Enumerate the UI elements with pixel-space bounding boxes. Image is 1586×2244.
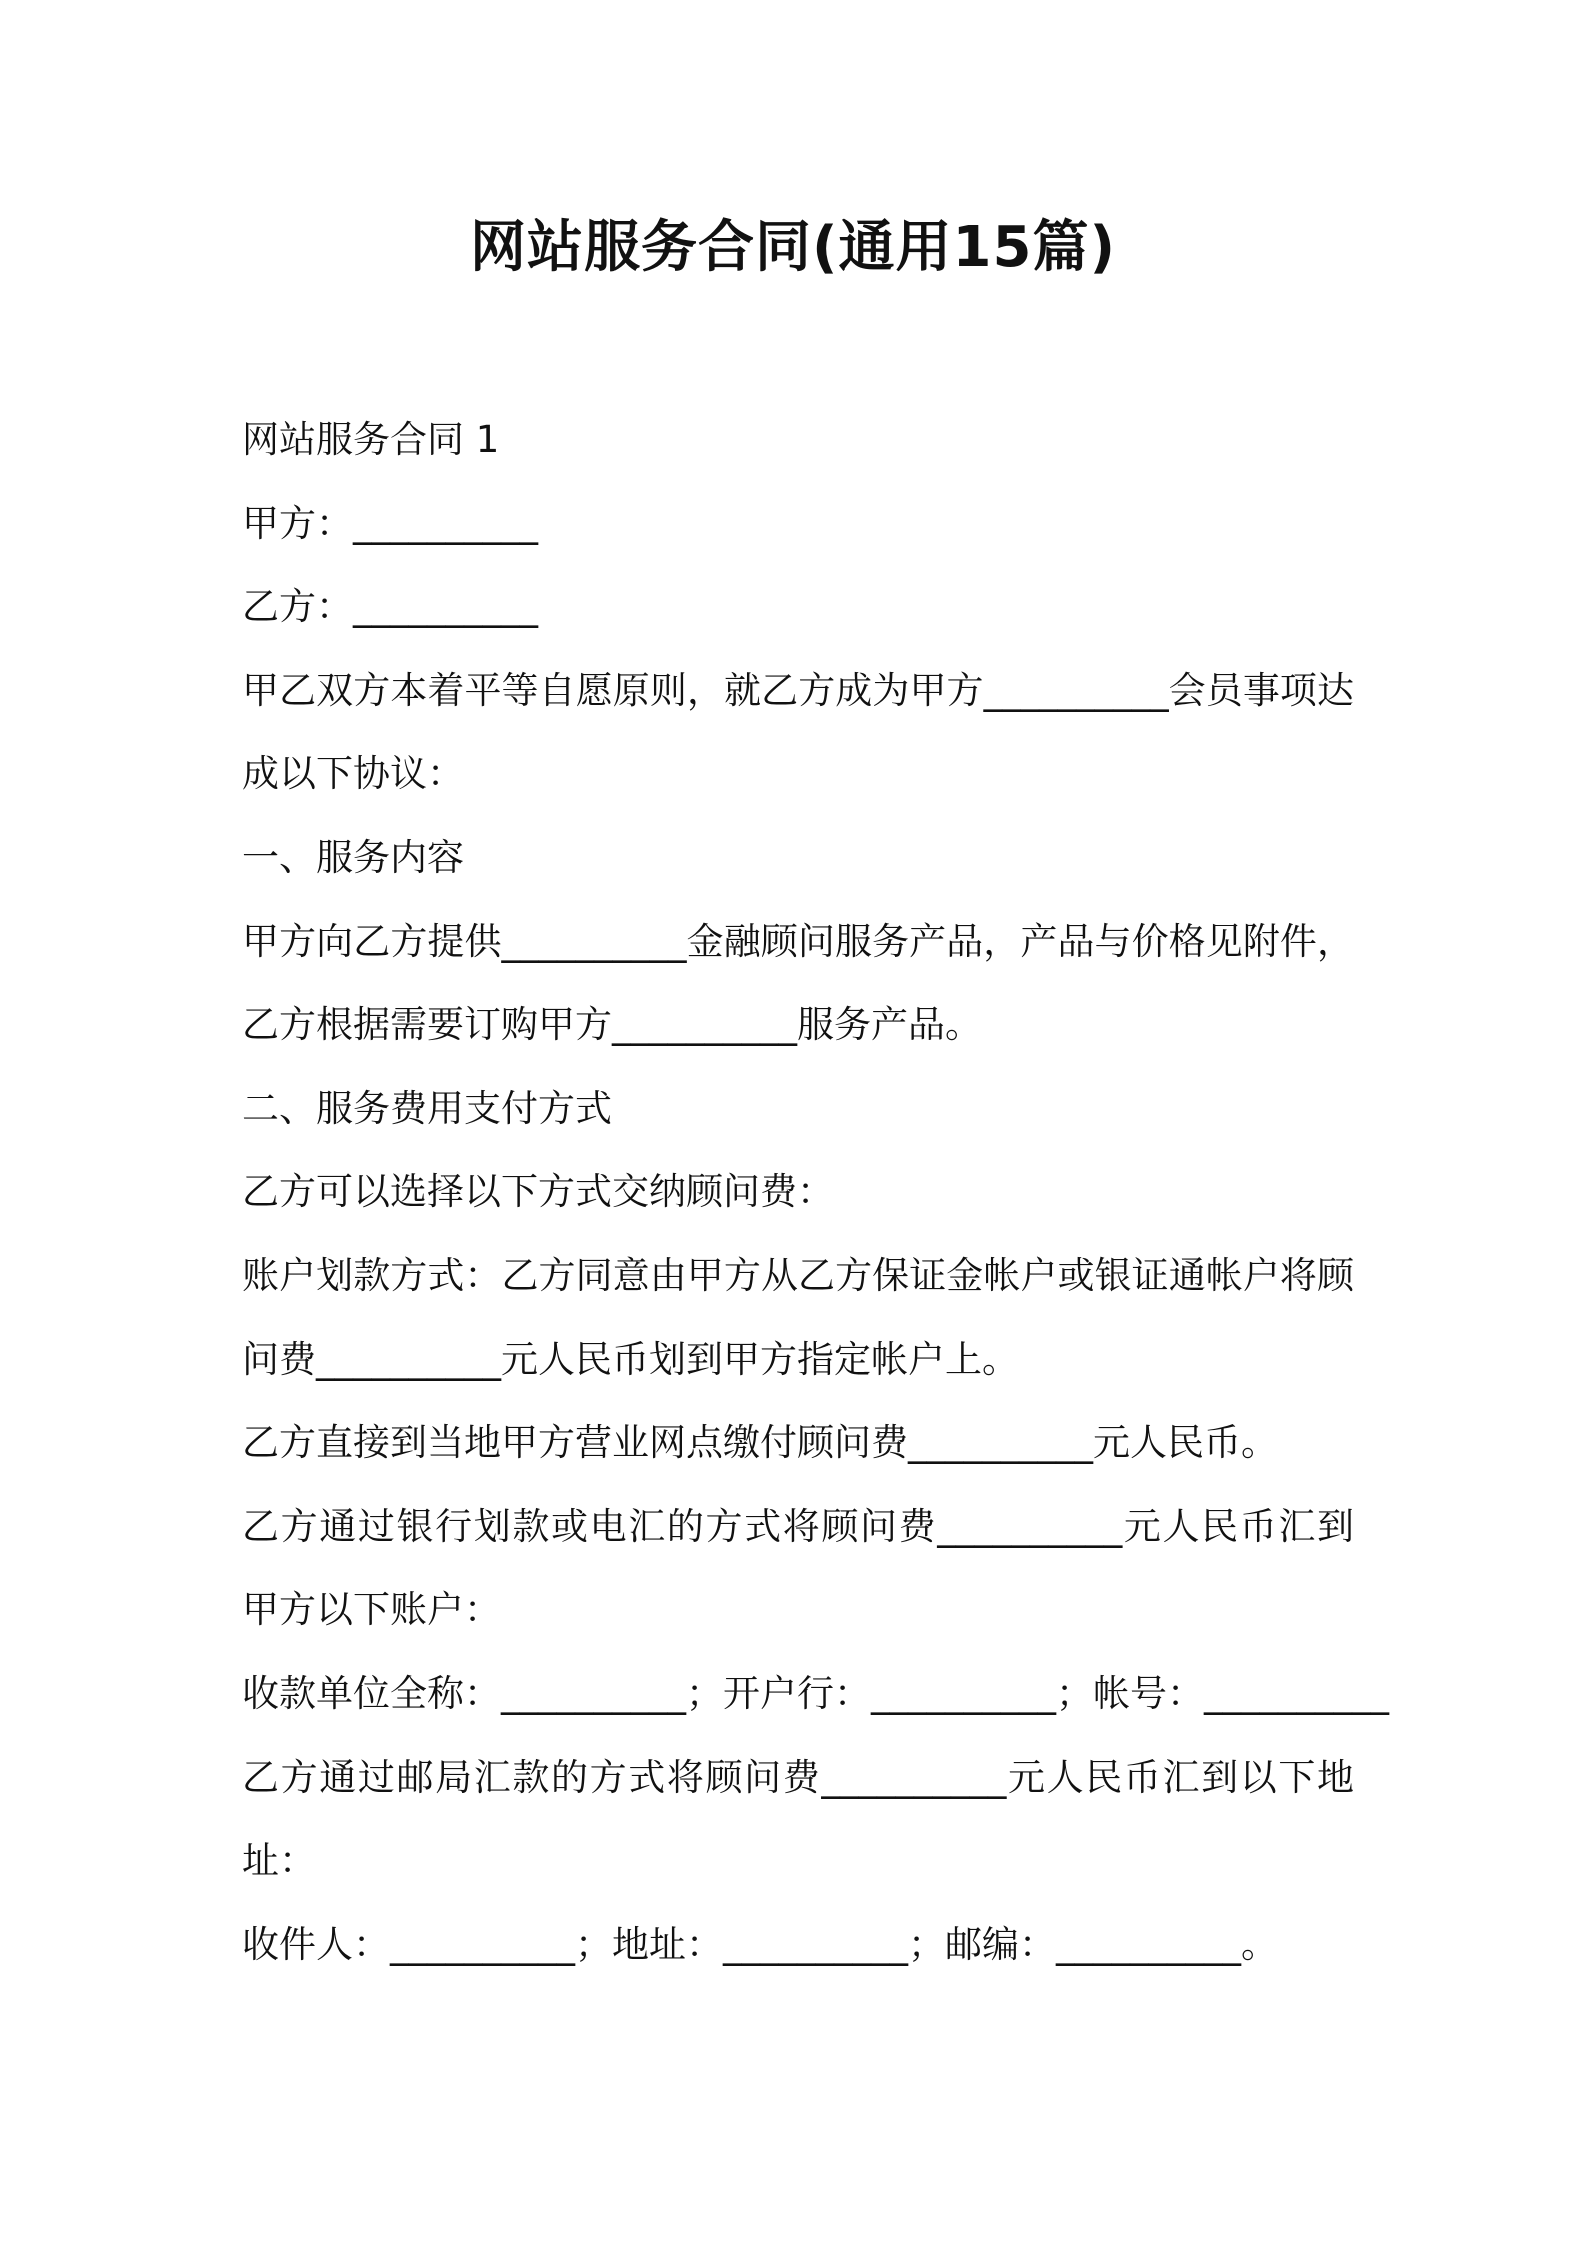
- clause-heading: 一、服务内容: [242, 835, 464, 879]
- paragraph-line: 甲乙双方本着平等自愿原则，就乙方成为甲方__________会员事项达: [242, 668, 1354, 712]
- paragraph-line: 乙方通过邮局汇款的方式将顾问费__________元人民币汇到以下地: [242, 1755, 1354, 1799]
- paragraph-line: 址：: [242, 1839, 316, 1883]
- paragraph-line: 乙方直接到当地甲方营业网点缴付顾问费__________元人民币。: [242, 1421, 1278, 1465]
- paragraph-line: 收件人：__________；地址：__________；邮编：__________。: [242, 1922, 1278, 1966]
- document-body: [242, 398, 1389, 1986]
- document-title: 网站服务合同(通用15篇): [469, 215, 1117, 280]
- paragraph-line: 问费__________元人民币划到甲方指定帐户上。: [242, 1337, 1019, 1381]
- party-a-line: 甲方：__________: [242, 501, 538, 545]
- paragraph-line: 收款单位全称：__________；开户行：__________；帐号：__________: [242, 1671, 1389, 1715]
- clause-heading: 二、服务费用支付方式: [242, 1086, 612, 1130]
- paragraph-line: 乙方可以选择以下方式交纳顾问费：: [242, 1170, 834, 1214]
- paragraph-line: 乙方通过银行划款或电汇的方式将顾问费__________元人民币汇到: [242, 1504, 1354, 1548]
- section-heading: 网站服务合同 1: [242, 418, 500, 461]
- paragraph-line: 成以下协议：: [242, 752, 464, 796]
- party-b-line: 乙方：__________: [242, 585, 538, 629]
- paragraph-line: 乙方根据需要订购甲方__________服务产品。: [242, 1003, 982, 1047]
- paragraph-line: 账户划款方式：乙方同意由甲方从乙方保证金帐户或银证通帐户将顾: [242, 1253, 1354, 1297]
- paragraph-line: 甲方以下账户：: [242, 1588, 501, 1632]
- paragraph-line: 甲方向乙方提供__________金融顾问服务产品，产品与价格见附件，: [242, 919, 1354, 963]
